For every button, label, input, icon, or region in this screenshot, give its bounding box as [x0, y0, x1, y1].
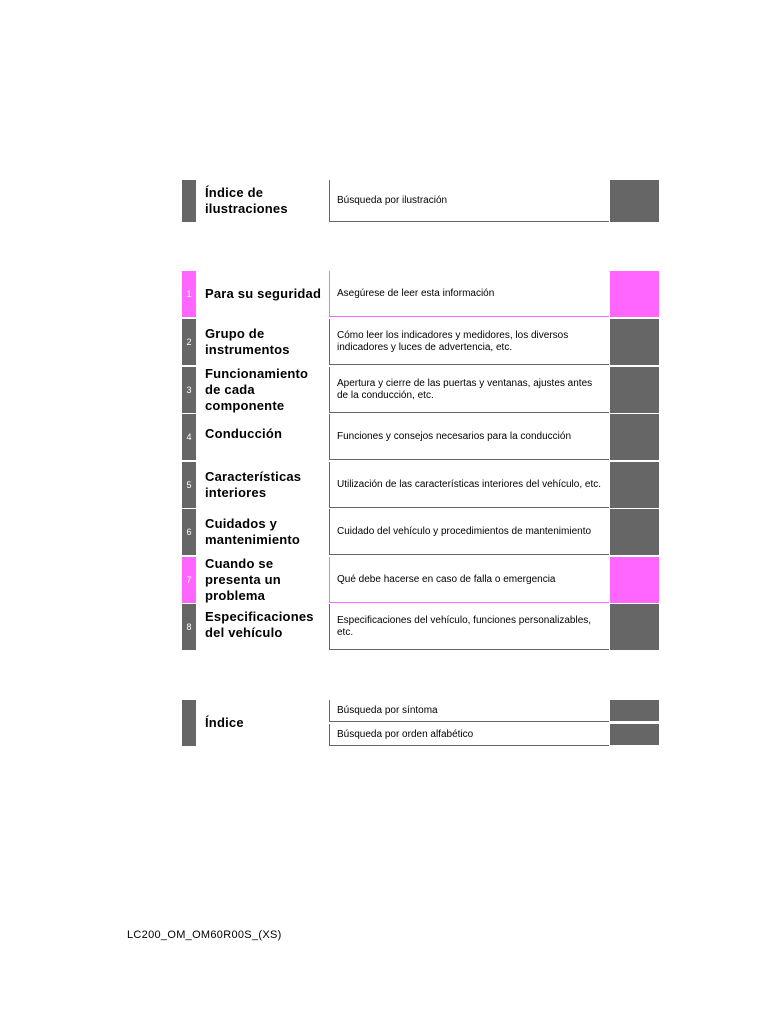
chapter-desc: Especificaciones del vehículo, funciones personalizables, etc. [329, 604, 609, 650]
chapter-desc: Funciones y consejos necesarios para la conducción [329, 414, 609, 460]
chapter-block [610, 319, 659, 365]
index-title: Índice [205, 715, 244, 730]
chapter-title: Cuidados y mantenimiento [205, 516, 301, 547]
index-tab [182, 700, 196, 746]
chapter-desc: Cómo leer los indicadores y medidores, los diversos indicadores y luces de advertencia, etc. [329, 319, 609, 365]
chapter-row-5[interactable] [182, 462, 659, 508]
chapter-desc: Qué debe hacerse en caso de falla o emergencia [329, 557, 609, 603]
chapter-title: Funcionamiento de cada componente [205, 366, 309, 413]
chapter-title: Grupo de instrumentos [205, 326, 290, 357]
chapter-number: 2 [182, 319, 196, 365]
chapter-title: Cuando se presenta un problema [205, 556, 281, 603]
chapter-number: 6 [182, 509, 196, 555]
chapter-block [610, 414, 659, 460]
chapter-number: 4 [182, 414, 196, 460]
illustrations-desc: Búsqueda por ilustración [329, 180, 609, 222]
chapter-number: 1 [182, 271, 196, 317]
chapter-block [610, 509, 659, 555]
chapter-desc: Apertura y cierre de las puertas y ventanas, ajustes antes de la conducción, etc. [329, 367, 609, 413]
illustrations-block [610, 180, 659, 222]
chapter-desc: Cuidado del vehículo y procedimientos de mantenimiento [329, 509, 609, 555]
chapter-number: 8 [182, 604, 196, 650]
chapter-row-1[interactable] [182, 271, 659, 317]
chapter-row-2[interactable] [182, 319, 659, 365]
chapter-title: Características interiores [205, 469, 302, 500]
chapter-block [610, 557, 659, 603]
chapter-block [610, 271, 659, 317]
illustrations-tab [182, 180, 196, 222]
chapter-number: 3 [182, 367, 196, 413]
document-code: LC200_OM_OM60R00S_(XS) [127, 929, 282, 941]
chapter-block [610, 604, 659, 650]
chapter-row-8[interactable] [182, 604, 659, 650]
chapter-title: Conducción [205, 426, 283, 441]
index-symptom-block [610, 700, 659, 721]
chapter-row-3[interactable] [182, 367, 659, 413]
index-symptom-link[interactable]: Búsqueda por síntoma [329, 700, 609, 722]
chapter-number: 5 [182, 462, 196, 508]
chapter-desc: Utilización de las características interiores del vehículo, etc. [329, 462, 609, 508]
chapter-row-4[interactable] [182, 414, 659, 460]
chapter-number: 7 [182, 557, 196, 603]
index-row [182, 700, 659, 746]
index-alpha-link[interactable]: Búsqueda por orden alfabético [329, 724, 609, 746]
illustrations-title: Índice de ilustraciones [205, 185, 288, 216]
chapter-block [610, 367, 659, 413]
chapter-desc: Asegúrese de leer esta información [329, 271, 609, 317]
chapter-title: Especificaciones del vehículo [205, 609, 314, 640]
chapter-block [610, 462, 659, 508]
index-alpha-block [610, 724, 659, 745]
chapter-row-6[interactable] [182, 509, 659, 555]
illustrations-row[interactable] [182, 180, 659, 222]
chapter-row-7[interactable] [182, 557, 659, 603]
chapter-title: Para su seguridad [205, 286, 322, 301]
